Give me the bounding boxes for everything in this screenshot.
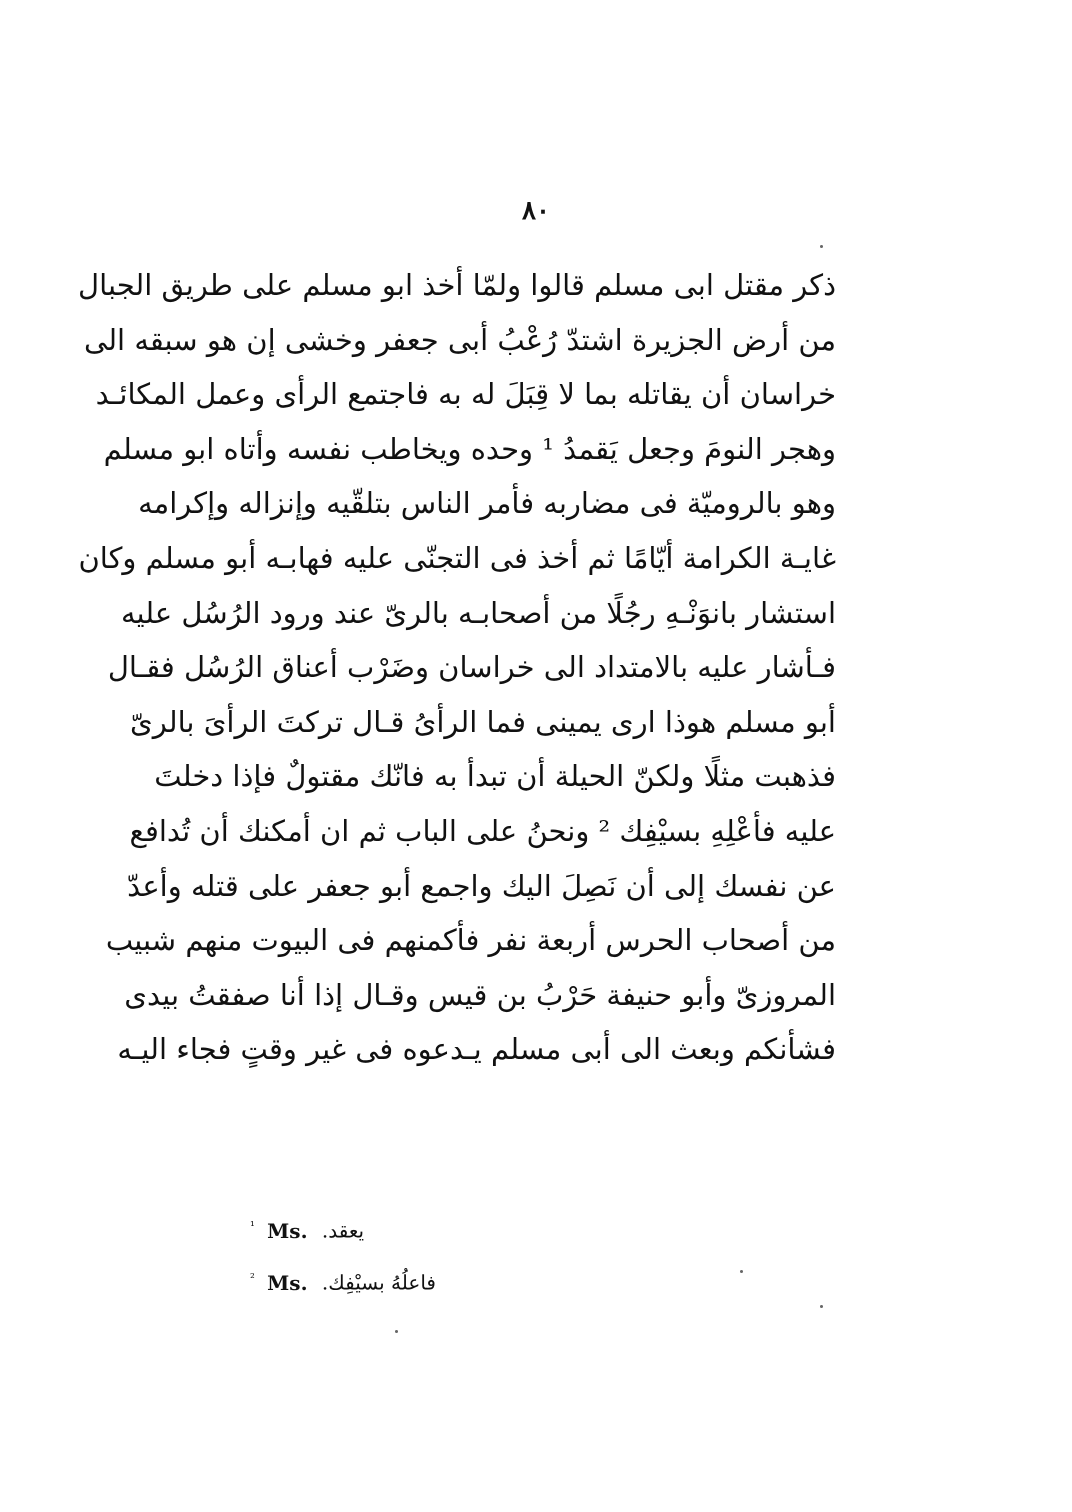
footnote-text: يعقد. xyxy=(321,1218,365,1243)
text-line: عن نفسك إلى أن نَصِلَ اليك واجمع أبو جعفر على قتله وأعدّ xyxy=(127,868,836,903)
scan-speck xyxy=(740,1270,743,1273)
main-text-block xyxy=(78,258,836,1077)
scan-speck xyxy=(395,1330,398,1333)
text-line: غايـة الكرامة أيّامًا ثم أخذ فى التجنّى عليه فهابـه أبو مسلم وكان xyxy=(78,540,836,575)
footnote-marker: ¹ xyxy=(250,1219,255,1233)
text-line: فـأشار عليه بالامتداد الى خراسان وضَرْب أعناق الرُسُل فقـال xyxy=(107,650,836,685)
footnote-1 xyxy=(250,1200,510,1252)
page-number: ٨٠ xyxy=(522,196,550,226)
text-line: المروزىّ وأبو حنيفة حَرْبُ بن قيس وقـال إذا أنا صفقتُ بيدى xyxy=(124,977,836,1012)
text-line: أبو مسلم هوذا ارى يمينى فما الرأىُ قـال تركتَ الرأىَ بالرىّ xyxy=(130,704,836,739)
text-line: ذكر مقتل ابى مسلم قالوا ولمّا أخذ ابو مسلم على طريق الجبال xyxy=(78,268,836,302)
text-line: فذهبت مثلًا ولكنّ الحيلة أن تبدأ به فانّك مقتولٌ فإذا دخلتَ xyxy=(154,759,836,794)
footnote-text: فاعلُهُ بسيْفِك. xyxy=(321,1270,436,1295)
footnotes xyxy=(250,1200,510,1304)
text-line: من أرض الجزيرة اشتدّ رُعْبُ أبى جعفر وخشى إن هو سبقه الى xyxy=(84,322,836,357)
text-line: من أصحاب الحرس أربعة نفر فأكمنهم فى البيوت منهم شبيب xyxy=(105,923,836,958)
text-line: فشأنكم وبعث الى أبى مسلم يـدعوه فى غير وقتٍ فجاء اليـه xyxy=(117,1032,836,1067)
text-line: وهجر النومَ وجعل يَقمدُ ¹ وحده ويخاطب نفسه وأتاه ابو مسلم xyxy=(103,431,836,466)
footnote-ms-label: Ms. xyxy=(267,1270,308,1295)
footnote-ms-label: Ms. xyxy=(267,1218,308,1243)
text-line: استشار بانوَنْـهِ رجُلًا من أصحابـه بالرىّ عند ورود الرُسُل عليه xyxy=(120,595,836,630)
text-line: خراسان أن يقاتله بما لا قِبَلَ له به فاجتمع الرأى وعمل المكائـد xyxy=(95,377,836,412)
scan-speck xyxy=(820,1305,823,1308)
text-line: عليه فأعْلِهِ بسيْفِك ² ونحنُ على الباب ثم ان أمكنك أن تُدافع xyxy=(129,813,836,848)
scan-speck xyxy=(820,245,823,248)
footnote-marker: ² xyxy=(250,1271,255,1285)
footnote-2 xyxy=(250,1252,510,1304)
text-line: وهو بالروميّة فى مضاربه فأمر الناس بتلقّيه وإنزاله وإكرامه xyxy=(138,486,836,521)
